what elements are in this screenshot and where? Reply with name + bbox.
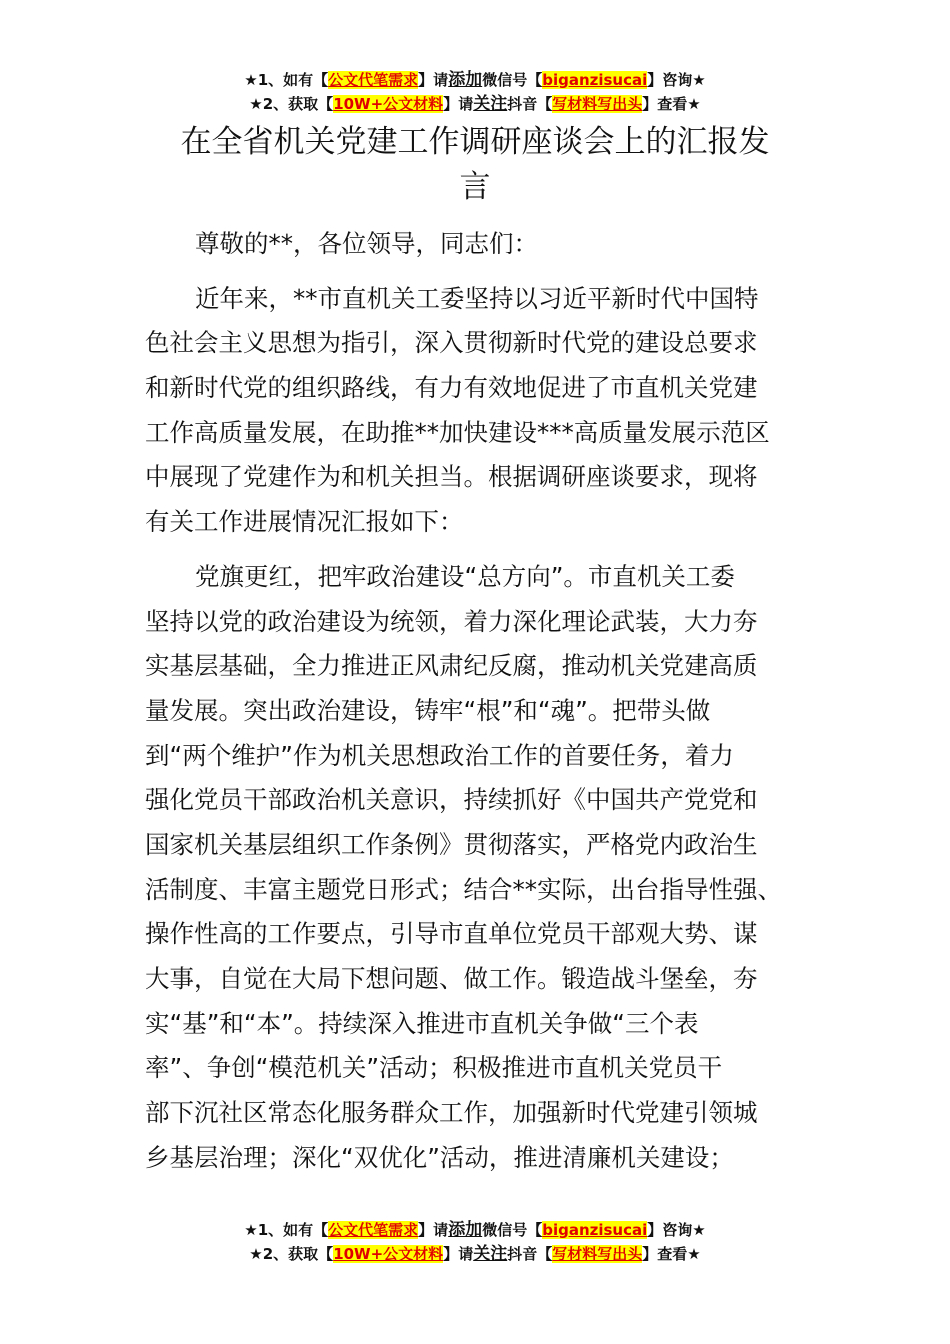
banner-row2: ★2、获取【10W+公文材料】请关注抖音【写材料写出头】查看★: [249, 94, 701, 114]
text-line: 部下沉社区常态化服务群众工作，加强新时代党建引领城: [145, 1098, 758, 1128]
text-line: 强化党员干部政治机关意识，持续抓好《中国共产党党和: [145, 785, 758, 815]
highlight: biganzisucai: [542, 71, 648, 89]
highlight: 公文代笔需求: [328, 1221, 419, 1239]
highlight: 10W+公文材料: [333, 95, 444, 113]
text-line: 活制度、丰富主题党日形式；结合**实际，出台指导性强、: [145, 874, 782, 904]
paragraph: [145, 222, 810, 267]
paragraph: [145, 277, 810, 545]
text-line: 到“两个维护”作为机关思想政治工作的首要任务，着力: [145, 740, 734, 770]
text-line: 国家机关基层组织工作条例》贯彻落实，严格党内政治生: [145, 829, 758, 859]
text-line: 党旗更红，把牢政治建设“总方向”。市直机关工委: [195, 561, 735, 591]
title-line: 言: [459, 169, 491, 205]
document-title: [140, 120, 810, 210]
highlight: biganzisucai: [542, 1221, 648, 1239]
text-line: 有关工作进展情况汇报如下：: [145, 507, 464, 537]
text-line: 工作高质量发展，在助推**加快建设***高质量发展示范区: [145, 417, 770, 447]
highlight: 写材料写出头: [552, 1245, 643, 1263]
text-line: 中展现了党建作为和机关担当。根据调研座谈要求，现将: [145, 462, 758, 492]
text-line: 量发展。突出政治建设，铸牢“根”和“魂”。把带头做: [145, 695, 711, 725]
text-line: 近年来，**市直机关工委坚持以习近平新时代中国特: [195, 283, 759, 313]
banner-row1: ★1、如有【公文代笔需求】请添加微信号【biganzisucai】咨询★: [244, 70, 706, 90]
highlight: 公文代笔需求: [328, 71, 419, 89]
document-body: [145, 222, 810, 1190]
text-line: 色社会主义思想为指引，深入贯彻新时代党的建设总要求: [145, 328, 758, 358]
text-line: 坚持以党的政治建设为统领，着力深化理论武装，大力夯: [145, 606, 758, 636]
text-line: 和新时代党的组织路线，有力有效地促进了市直机关党建: [145, 373, 758, 403]
banner-row2: ★2、获取【10W+公文材料】请关注抖音【写材料写出头】查看★: [249, 1244, 701, 1264]
promo-banner-top: [0, 68, 950, 116]
text-line: 尊敬的**，各位领导，同志们：: [195, 229, 538, 258]
text-line: 大事，自觉在大局下想问题、做工作。锻造战斗堡垒，夯: [145, 964, 758, 993]
highlight: 写材料写出头: [552, 95, 643, 113]
text-line: 实“基”和“本”。持续深入推进市直机关争做“三个表: [145, 1008, 699, 1038]
text-line: 率”、争创“模范机关”活动；积极推进市直机关党员干: [145, 1053, 723, 1083]
highlight: 10W+公文材料: [333, 1245, 444, 1263]
promo-banner-bottom: [0, 1218, 950, 1266]
title-line: 在全省机关党建工作调研座谈会上的汇报发: [180, 124, 770, 160]
text-line: 乡基层治理；深化“双优化”活动，推进清廉机关建设；: [145, 1142, 734, 1172]
paragraph: [145, 555, 810, 1181]
text-line: 操作性高的工作要点，引导市直单位党员干部观大势、谋: [145, 919, 758, 949]
text-line: 实基层基础，全力推进正风肃纪反腐，推动机关党建高质: [145, 651, 758, 681]
banner-row1: ★1、如有【公文代笔需求】请添加微信号【biganzisucai】咨询★: [244, 1220, 706, 1240]
